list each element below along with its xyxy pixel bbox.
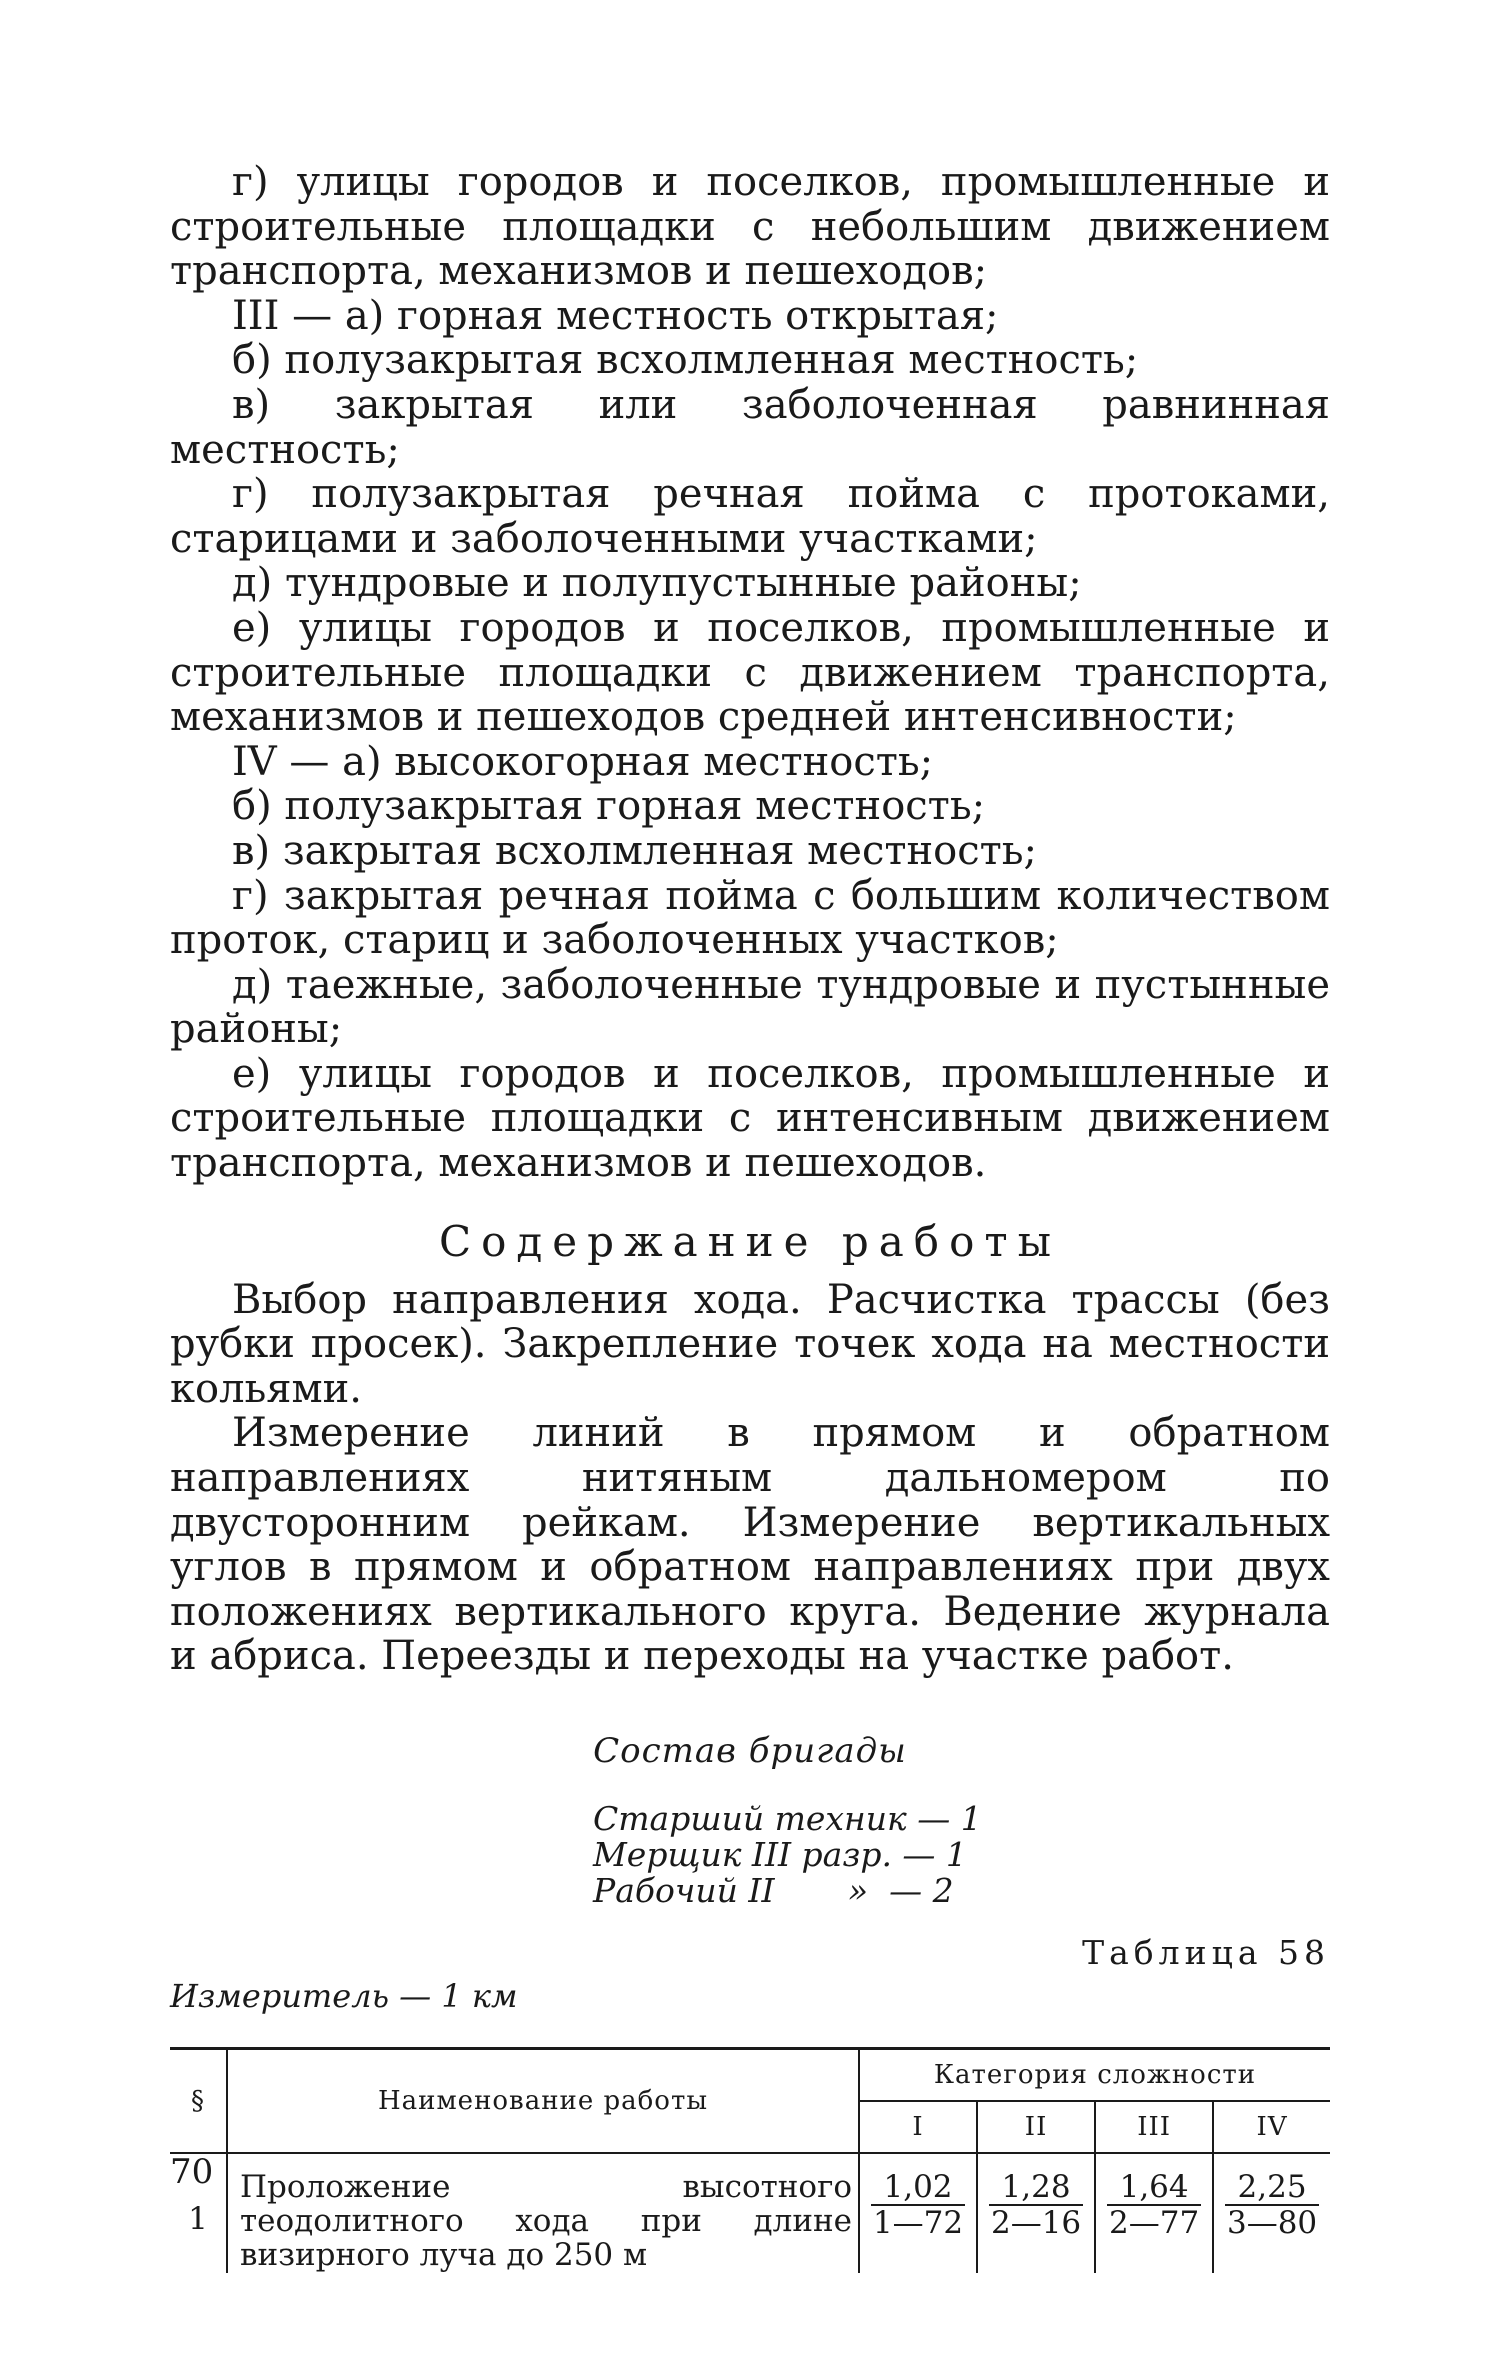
value-fraction	[1225, 2170, 1319, 2240]
paragraph: III — а) горная местность открытая;	[232, 292, 999, 339]
paragraph: е) улицы городов и поселков, промышленные и строительные площадки с интенсивным движением транспорта, механизмов и пешеходов.	[170, 1050, 1330, 1187]
col-category-header: Категория сложности	[859, 2049, 1330, 2102]
body-paragraph: Выбор направления хода. Расчистка трассы (без рубки просек). Закрепление точек хода на местности кольями.	[170, 1276, 1330, 1412]
category-header: II	[977, 2101, 1095, 2153]
row-name: Проложение высотного теодолитного хода при длине визирного луча до 250 м	[227, 2153, 859, 2273]
category-header: IV	[1213, 2101, 1330, 2153]
value-bottom: 2—77	[1109, 2205, 1200, 2241]
page-number: 70	[170, 2152, 214, 2192]
brigade-list	[593, 1801, 1330, 1909]
section-heading: Содержание работы	[438, 1216, 1062, 1266]
value-fraction	[1107, 2170, 1201, 2240]
paragraph: д) тундровые и полупустынные районы;	[232, 560, 1082, 607]
value-top: 1,02	[871, 2170, 965, 2206]
unit-label: Измеритель — 1 км	[170, 1977, 518, 2015]
brigade-line: Старший техник — 1	[593, 1799, 982, 1838]
page-body	[170, 160, 1330, 2273]
row-num: 1	[170, 2153, 227, 2273]
paragraph: в) закрытая всхолмленная местность;	[232, 827, 1037, 874]
paragraph: д) таежные, заболоченные тундровые и пустынные районы;	[170, 961, 1330, 1053]
paragraph: г) улицы городов и поселков, промышленные и строительные площадки с небольшим движением транспорта, механизмов и пешеходов;	[170, 159, 1330, 295]
value-cell	[859, 2153, 977, 2273]
value-bottom: 2—16	[990, 2205, 1082, 2241]
category-header: I	[859, 2101, 977, 2153]
brigade-title: Состав бригады	[593, 1731, 907, 1771]
value-top: 1,64	[1107, 2170, 1201, 2206]
paragraph: б) полузакрытая горная местность;	[232, 783, 986, 830]
value-bottom: 1—72	[872, 2205, 964, 2241]
value-top: 1,28	[989, 2170, 1083, 2206]
table-number: Таблица 58	[1082, 1933, 1330, 1972]
paragraph: IV — а) высокогорная местность;	[232, 738, 934, 785]
value-cell	[977, 2153, 1095, 2273]
value-bottom: 3—80	[1226, 2205, 1318, 2241]
paragraph: г) закрытая речная пойма с большим количеством проток, стариц и заболоченных участков;	[170, 872, 1330, 964]
brigade-line: Рабочий II » — 2	[593, 1871, 954, 1910]
norm-table	[170, 2047, 1330, 2273]
col-num-header: §	[170, 2049, 227, 2154]
body-paragraph: Измерение линий в прямом и обратном направлениях нитяным дальномером по двусторонним рейкам. Измерение вертикальных углов в прямом и обратном направлениях при двух положениях вертикального круга. Ведение журнала и абриса. Переезды и переходы на участке работ.	[170, 1410, 1330, 1680]
value-fraction	[989, 2170, 1083, 2240]
paragraph: б) полузакрытая всхолмленная местность;	[232, 337, 1139, 384]
value-fraction	[871, 2170, 965, 2240]
brigade-line: Мерщик III разр. — 1	[593, 1835, 967, 1874]
table-caption	[170, 1933, 1330, 2021]
paragraph: г) полузакрытая речная пойма с протоками, старицами и заболоченными участками;	[170, 471, 1330, 562]
value-top: 2,25	[1225, 2170, 1319, 2206]
value-cell	[1213, 2153, 1330, 2273]
paragraph: е) улицы городов и поселков, промышленные и строительные площадки с движением транспорта, механизмов и пешеходов средней интенсивности;	[170, 604, 1330, 741]
value-cell	[1095, 2153, 1213, 2273]
category-header: III	[1095, 2101, 1213, 2153]
table-row	[170, 2153, 1330, 2273]
paragraph: в) закрытая или заболоченная равнинная местность;	[170, 381, 1330, 473]
col-name-header: Наименование работы	[227, 2049, 859, 2154]
